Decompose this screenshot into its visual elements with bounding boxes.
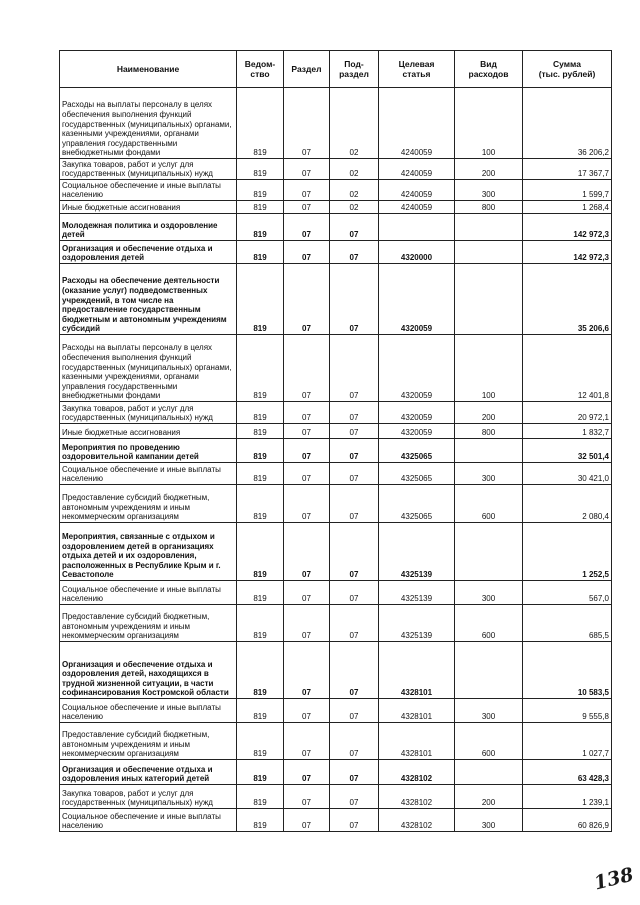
cell-section: 07 [284,723,330,760]
cell-section: 07 [284,760,330,785]
cell-section: 07 [284,523,330,581]
cell-target: 4328101 [379,699,455,723]
cell-section: 07 [284,809,330,832]
cell-section: 07 [284,605,330,642]
cell-section: 07 [284,214,330,241]
cell-target: 4328102 [379,809,455,832]
cell-subsection: 07 [330,605,379,642]
table-row [60,214,612,241]
cell-sum: 1 268,4 [523,201,612,214]
cell-subsection: 07 [330,214,379,241]
table-row [60,605,612,642]
cell-name: Закупка товаров, работ и услуг для государственных (муниципальных) нужд [60,785,237,809]
cell-subsection: 07 [330,523,379,581]
cell-sum: 142 972,3 [523,214,612,241]
cell-type: 200 [455,785,523,809]
cell-sum: 142 972,3 [523,241,612,264]
cell-subsection: 07 [330,699,379,723]
cell-sum: 9 555,8 [523,699,612,723]
cell-subsection: 07 [330,809,379,832]
header-sum-line2: (тыс. рублей) [538,69,596,79]
table-row [60,523,612,581]
cell-name: Организация и обеспечение отдыха и оздоровления детей, находящихся в трудной жизненной ситуации, в части софинансирования Костромской области [60,642,237,699]
cell-sum: 20 972,1 [523,402,612,424]
cell-target [379,214,455,241]
cell-subsection: 02 [330,180,379,201]
header-dept [237,51,284,88]
cell-type [455,642,523,699]
cell-subsection: 07 [330,264,379,335]
cell-sum: 10 583,5 [523,642,612,699]
table-row [60,264,612,335]
cell-name: Предоставление субсидий бюджетным, автономным учреждениям и иным некоммерческим организациям [60,605,237,642]
header-subsection-line1: Под- [344,59,364,69]
cell-target: 4240059 [379,201,455,214]
cell-dept: 819 [237,723,284,760]
header-name: Наименование [60,51,237,88]
cell-name: Расходы на выплаты персоналу в целях обеспечения выполнения функций государственных (муниципальных) органами, казенными учреждениями, органами управления государственными внебюджетными фондами [60,335,237,402]
table-row [60,642,612,699]
cell-sum: 685,5 [523,605,612,642]
cell-dept: 819 [237,264,284,335]
cell-subsection: 07 [330,463,379,485]
table-row [60,699,612,723]
table-row [60,335,612,402]
cell-dept: 819 [237,241,284,264]
cell-dept: 819 [237,809,284,832]
cell-target: 4320000 [379,241,455,264]
cell-type [455,523,523,581]
cell-name: Социальное обеспечение и иные выплаты населению [60,581,237,605]
table-row [60,485,612,523]
cell-type: 800 [455,201,523,214]
cell-name: Закупка товаров, работ и услуг для государственных (муниципальных) нужд [60,159,237,180]
page-number: 138 [591,863,636,895]
cell-name: Расходы на выплаты персоналу в целях обеспечения выполнения функций государственных (муниципальных) органами, казенными учреждениями, органами управления государственными внебюджетными фондами [60,88,237,159]
cell-dept: 819 [237,214,284,241]
table-row [60,159,612,180]
cell-target: 4325139 [379,523,455,581]
cell-target: 4325065 [379,439,455,463]
cell-name: Молодежная политика и оздоровление детей [60,214,237,241]
cell-subsection: 07 [330,241,379,264]
table-row [60,785,612,809]
header-target [379,51,455,88]
cell-dept: 819 [237,463,284,485]
cell-target: 4325139 [379,605,455,642]
cell-sum: 35 206,6 [523,264,612,335]
cell-type [455,264,523,335]
table-header-row [60,51,612,88]
header-type-line1: Вид [480,59,497,69]
cell-section: 07 [284,424,330,439]
cell-sum: 12 401,8 [523,335,612,402]
cell-sum: 567,0 [523,581,612,605]
cell-type: 800 [455,424,523,439]
cell-type: 300 [455,809,523,832]
cell-sum: 1 599,7 [523,180,612,201]
cell-target: 4328101 [379,642,455,699]
cell-section: 07 [284,402,330,424]
cell-dept: 819 [237,180,284,201]
header-dept-line2: ство [250,69,270,79]
cell-sum: 30 421,0 [523,463,612,485]
cell-name: Социальное обеспечение и иные выплаты населению [60,809,237,832]
cell-name: Мероприятия по проведению оздоровительной кампании детей [60,439,237,463]
cell-target: 4320059 [379,335,455,402]
header-type [455,51,523,88]
cell-type: 200 [455,159,523,180]
cell-section: 07 [284,699,330,723]
cell-dept: 819 [237,335,284,402]
cell-target: 4325065 [379,485,455,523]
budget-table [59,50,612,832]
cell-target: 4325065 [379,463,455,485]
header-subsection-line2: раздел [339,69,369,79]
cell-sum: 1 027,7 [523,723,612,760]
cell-sum: 60 826,9 [523,809,612,832]
cell-type: 300 [455,463,523,485]
cell-target: 4240059 [379,180,455,201]
cell-target: 4328101 [379,723,455,760]
cell-name: Социальное обеспечение и иные выплаты населению [60,463,237,485]
cell-section: 07 [284,439,330,463]
cell-type: 600 [455,485,523,523]
cell-section: 07 [284,180,330,201]
cell-type: 300 [455,699,523,723]
cell-section: 07 [284,642,330,699]
cell-dept: 819 [237,439,284,463]
cell-subsection: 07 [330,785,379,809]
cell-subsection: 07 [330,335,379,402]
cell-target: 4328102 [379,760,455,785]
header-sum-line1: Сумма [553,59,581,69]
cell-dept: 819 [237,402,284,424]
cell-subsection: 02 [330,88,379,159]
cell-subsection: 07 [330,402,379,424]
cell-section: 07 [284,581,330,605]
cell-section: 07 [284,201,330,214]
cell-name: Предоставление субсидий бюджетным, автономным учреждениям и иным некоммерческим организациям [60,485,237,523]
table-row [60,463,612,485]
cell-subsection: 07 [330,581,379,605]
cell-sum: 32 501,4 [523,439,612,463]
cell-subsection: 07 [330,642,379,699]
cell-target: 4320059 [379,264,455,335]
cell-name: Социальное обеспечение и иные выплаты населению [60,180,237,201]
cell-section: 07 [284,785,330,809]
header-dept-line1: Ведом- [244,59,276,69]
cell-name: Иные бюджетные ассигнования [60,201,237,214]
cell-name: Закупка товаров, работ и услуг для государственных (муниципальных) нужд [60,402,237,424]
cell-section: 07 [284,463,330,485]
cell-target: 4240059 [379,88,455,159]
table-row [60,241,612,264]
cell-sum: 1 832,7 [523,424,612,439]
table-row [60,402,612,424]
cell-name: Социальное обеспечение и иные выплаты населению [60,699,237,723]
cell-type [455,439,523,463]
cell-name: Расходы на обеспечение деятельности (оказание услуг) подведомственных учреждений, в том числе на предоставление государственным бюджетным и автономным учреждениям субсидий [60,264,237,335]
cell-name: Мероприятия, связанные с отдыхом и оздоровлением детей в организациях отдыха детей и их оздоровления, расположенных в Республике Крым и г. Севастополе [60,523,237,581]
cell-subsection: 02 [330,159,379,180]
table-row [60,201,612,214]
cell-dept: 819 [237,159,284,180]
header-type-line2: расходов [468,69,509,79]
cell-type: 600 [455,723,523,760]
table-row [60,439,612,463]
cell-type: 200 [455,402,523,424]
cell-subsection: 07 [330,723,379,760]
cell-name: Организация и обеспечение отдыха и оздоровления детей [60,241,237,264]
table-row [60,180,612,201]
table-row [60,88,612,159]
cell-section: 07 [284,241,330,264]
cell-type: 100 [455,88,523,159]
cell-subsection: 07 [330,760,379,785]
cell-sum: 63 428,3 [523,760,612,785]
cell-dept: 819 [237,88,284,159]
cell-name: Предоставление субсидий бюджетным, автономным учреждениям и иным некоммерческим организациям [60,723,237,760]
cell-dept: 819 [237,605,284,642]
cell-target: 4240059 [379,159,455,180]
cell-dept: 819 [237,785,284,809]
cell-dept: 819 [237,424,284,439]
cell-target: 4320059 [379,402,455,424]
cell-section: 07 [284,159,330,180]
cell-dept: 819 [237,523,284,581]
cell-dept: 819 [237,760,284,785]
cell-dept: 819 [237,699,284,723]
cell-section: 07 [284,485,330,523]
header-target-line1: Целевая [398,59,435,69]
table-body [60,88,612,832]
cell-sum: 36 206,2 [523,88,612,159]
cell-type: 300 [455,180,523,201]
table-row [60,723,612,760]
cell-type [455,760,523,785]
cell-target: 4320059 [379,424,455,439]
cell-section: 07 [284,335,330,402]
cell-sum: 17 367,7 [523,159,612,180]
cell-type [455,214,523,241]
cell-name: Организация и обеспечение отдыха и оздоровления иных категорий детей [60,760,237,785]
cell-dept: 819 [237,581,284,605]
table-row [60,581,612,605]
cell-type: 100 [455,335,523,402]
cell-section: 07 [284,88,330,159]
cell-subsection: 07 [330,485,379,523]
cell-target: 4328102 [379,785,455,809]
table-row [60,760,612,785]
header-section: Раздел [284,51,330,88]
header-target-line2: статья [402,69,431,79]
cell-target: 4325139 [379,581,455,605]
cell-type [455,241,523,264]
header-sum [523,51,612,88]
cell-dept: 819 [237,485,284,523]
cell-dept: 819 [237,201,284,214]
cell-type: 600 [455,605,523,642]
table-row [60,424,612,439]
table-row [60,809,612,832]
cell-sum: 1 252,5 [523,523,612,581]
cell-section: 07 [284,264,330,335]
cell-dept: 819 [237,642,284,699]
cell-sum: 1 239,1 [523,785,612,809]
cell-sum: 2 080,4 [523,485,612,523]
header-subsection [330,51,379,88]
cell-type: 300 [455,581,523,605]
cell-name: Иные бюджетные ассигнования [60,424,237,439]
cell-subsection: 02 [330,201,379,214]
cell-subsection: 07 [330,424,379,439]
cell-subsection: 07 [330,439,379,463]
